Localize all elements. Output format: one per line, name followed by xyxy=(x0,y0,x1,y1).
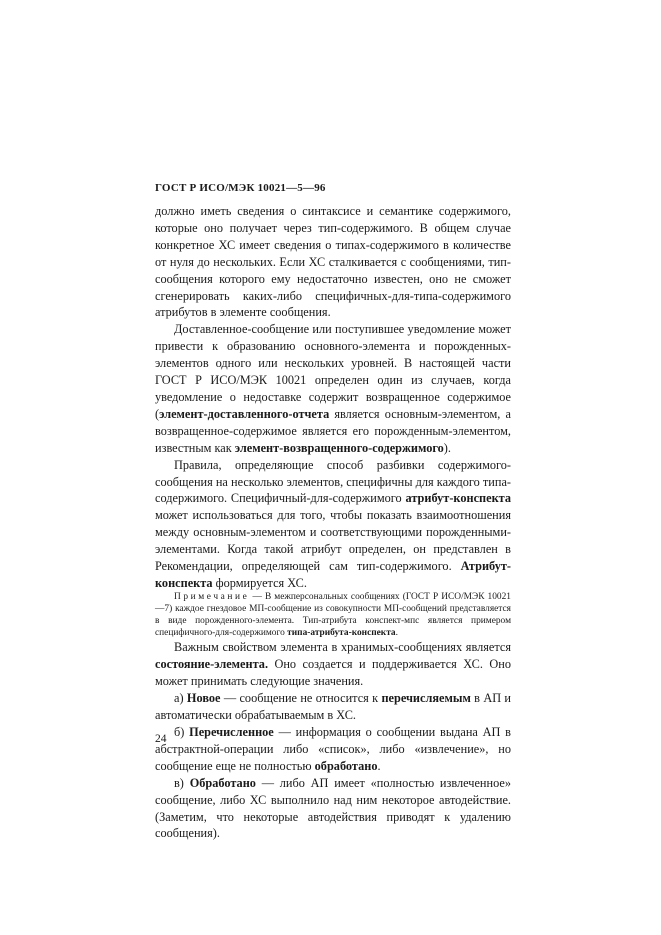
note xyxy=(155,592,511,640)
text-span: в АП и автоматически обрабатываемым в ХС. xyxy=(155,691,512,723)
term-listed: перечисляемым xyxy=(381,691,471,706)
text-span: Важным свойством элемента в хранимых-сообщениях является xyxy=(174,640,511,655)
text-span: Оно создается и поддерживается ХС. Оно может принимать следующие значения. xyxy=(155,657,511,689)
page-header: ГОСТ Р ИСО/МЭК 10021—5—96 xyxy=(155,182,326,194)
term-new: Новое xyxy=(186,691,221,706)
list-marker: б) xyxy=(174,725,190,739)
text-span: — информация о сообщении выдана АП в абстрактной-операции либо «список», либо «извлечение», но сообщение еще не полностью xyxy=(155,725,511,773)
term-synopsis-attribute: Атрибут-конспекта xyxy=(155,559,511,590)
text-span: является основным-элементом, а возвращенное-содержимое является его порожденным-элементом, известным как xyxy=(155,406,511,455)
term-listed-state: Перечисленное xyxy=(189,725,274,739)
list-marker: в) xyxy=(174,775,190,790)
list-item-new xyxy=(155,690,511,724)
list-item-processed xyxy=(155,775,511,843)
text-span: ). xyxy=(443,440,451,455)
term-element-delivered-report: элемент-доставленного-отчета xyxy=(159,406,330,421)
text-span: — сообщение не относится к xyxy=(220,691,382,706)
body-text xyxy=(155,203,511,842)
term-processed: обработано xyxy=(314,758,378,773)
term-synopsis-attribute-type: типа-атрибута-конспекта xyxy=(287,627,396,638)
term-element-returned-content: элемент-возвращенного-содержимого xyxy=(234,440,444,455)
paragraph-4 xyxy=(155,639,511,690)
text-span: может использоваться для того, чтобы показать взаимоотношения между основным-элементом и соответствующими порожденными-элементами. Когда такой атрибут определен, он представлен в Рекомендации, определяющей сам тип-содержимого. xyxy=(155,508,511,574)
term-processed-state: Обработано xyxy=(189,775,256,790)
text-span: — либо АП имеет «полностью извлеченное» сообщение, либо ХС выполнило над ним некоторое автодействие. (Заметим, что некоторые автодействия приводят к удалению сообщения). xyxy=(155,775,511,841)
note-label: Примечание xyxy=(174,591,250,602)
note-text: — В межперсональных сообщениях (ГОСТ Р ИСО/МЭК 10021—7) каждое гнездовое МП-сообщение из совокупности МП-сообщений представляется в виде порожденного-элемента. Тип-атрибута конспект-мпс является примером специфичного-для-содержимого xyxy=(155,591,511,638)
text-span: . xyxy=(377,758,381,773)
list-marker: а) xyxy=(174,691,187,706)
term-synopsis-attribute: атрибут-конспекта xyxy=(405,491,511,506)
paragraph-3 xyxy=(155,457,511,592)
text-span: формируется ХС. xyxy=(212,575,307,590)
paragraph-1: должно иметь сведения о синтаксисе и семантике содержимого, которые оно получает через тип-содержимого. В общем случае конкретное ХС имеет сведения о типах-содержимого в количестве от нуля до нескольких. Если ХС сталкивается с сообщениями, тип-сообщения которого ему недостаточно известен, оно не сможет сгенерировать каких-либо специфичных-для-типа-содержимого атрибутов в элементе сообщения. xyxy=(155,204,511,320)
term-element-state: состояние-элемента. xyxy=(155,657,269,672)
text-span: . xyxy=(395,627,398,638)
page-number: 24 xyxy=(155,733,167,745)
text-span: Правила, определяющие способ разбивки содержимого-сообщения на несколько элементов, специфичны для каждого типа-содержимого. Специфичный-для-содержимого xyxy=(155,457,511,506)
list-item-listed xyxy=(155,724,511,775)
text-span: Доставленное-сообщение или поступившее уведомление может привести к образованию основного-элемента и порожденных-элементов одного или нескольких уровней. В настоящей части ГОСТ Р ИСО/МЭК 10021 определен один из случаев, когда уведомление о недоставке содержит возвращенное содержимое ( xyxy=(155,322,511,421)
paragraph-2 xyxy=(155,321,511,456)
